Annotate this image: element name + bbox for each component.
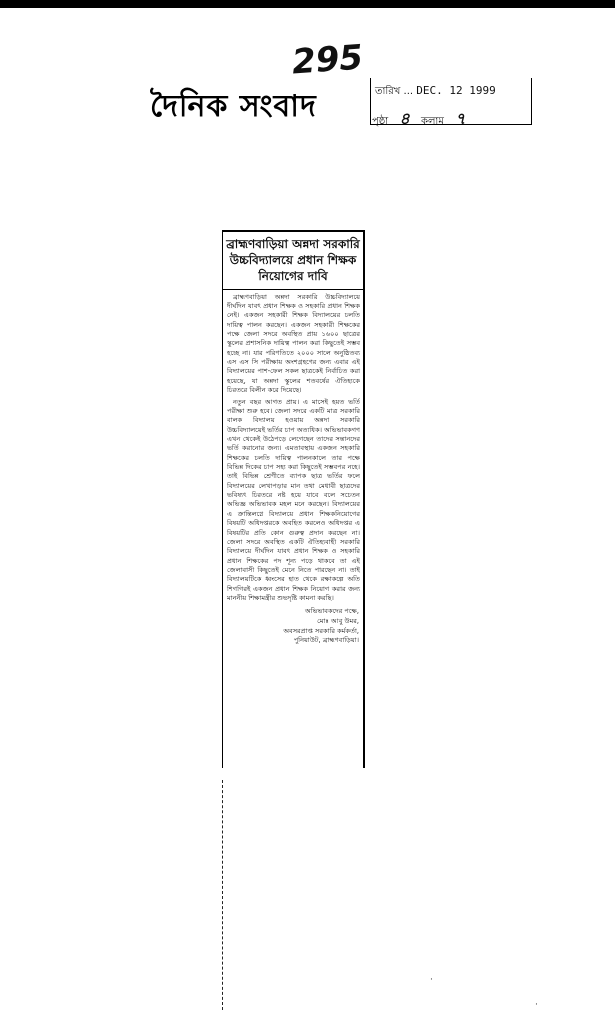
stamp-column-label: কলাম [420, 116, 444, 127]
article-signature [223, 605, 363, 645]
stamp-page-row [372, 106, 473, 133]
stamp-column-value: ৭ [455, 109, 466, 128]
signature-line: অবসরপ্রাপ্ত সরকারি কর্মকর্তা, [283, 626, 359, 635]
article-paragraph: নতুন বছর আগত প্রায়। এ মাসেই হয়ত ভর্তি পরীক্ষা শুরু হবে। জেলা সদরে একটি মাত্র সরকারি বালক বিদ্যালয় হওয়ায় অন্নদা সরকারি উচ্চবিদ্যালয়েই ভর্তির চাপ অত্যধিক। অভিভাবকগণ এখন থেকেই উঠেপড়ে লেগেছেন তাদের সন্তানদের ভর্তি করানোর জন্য। এমতাবস্থায় একজন সহকারি শিক্ষকের চলতি দায়িত্ব পালনকালে তার পক্ষে বিভিন্ন দিকের চাপ সহ্য করা কিছুতেই সম্ভবপর নহে। তাই বিভিন্ন শ্রেণীতে ব্যাপক ছাত্র ভর্তির ফলে বিদ্যালয়ের লেখাপড়ার মান তথা মেধাবী ছাত্রদের ভবিষ্যৎ চিরতরে নষ্ট হয়ে যাবে বলে সচেতন অভিজ্ঞ অভিভাবক মহল মনে করছেন। বিদ্যালয়ের এ ক্রান্তিলগ্নে বিদ্যালয়ে প্রধান শিক্ষকনিয়োগের বিষয়টি অধিদপ্তরকে অবহিত করলেও অধিদপ্তর এ বিষয়টির প্রতি কোন গুরুত্ব প্রদান করছেন না। জেলা সদরে অবস্থিত একটি ঐতিহ্যবাহী সরকারি বিদ্যালয়ে দীর্ঘদিন যাবৎ প্রধান শিক্ষক ও সহকারি প্রধান শিক্ষকের পদ শূন্য পড়ে থাকবে তা এই জেলাবাসী কিছুতেই মেনে নিতে পারছেন না। তাই বিদ্যালয়টিকে ধ্বংসের হাত থেকে রক্ষাকল্পে অতি শিগগিরই একজন প্রধান শিক্ষক নিয়োগ করার জন্য মাননীয় শিক্ষামন্ত্রীর শুভদৃষ্টি কামনা করছি। [227, 397, 360, 603]
signature-line: মোঃ আবু উমর, [317, 616, 359, 625]
scan-top-edge [0, 0, 615, 8]
stamp-date-label: তারিখ ... [375, 86, 414, 97]
signature-line: পুনিয়াউট, ব্রাহ্মণবাড়িয়া। [293, 636, 359, 645]
article-body [223, 290, 363, 604]
newspaper-masthead: দৈনিক সংবাদ [150, 89, 317, 124]
article-paragraph: ব্রাহ্মণবাড়িয়া অন্নদা সরকারি উচ্চবিদ্যালয়ে দীর্ঘদিন যাবৎ প্রধান শিক্ষক ও সহকারি প্রধান শিক্ষক নেই। একজন সহকারী শিক্ষক বিদ্যালয়ের চলতি দায়িত্ব পালন করছেন। একজন সহকারী শিক্ষকের পক্ষে জেলা সদরে অবস্থিত প্রায় ১৬০০ ছাত্রের স্কুলের প্রশাসনিক দায়িত্ব পালন করা কিছুতেই সম্ভব হচ্ছে না। যার পরিণতিতে ২০০০ সালে অনুষ্ঠিতব্য এস এস সি পরীক্ষায় অংশগ্রহণের জন্য এবার এই বিদ্যালয়ের পাশ-ফেল সকল ছাত্রকেই নির্বাচিত করা হয়েছে, যা অন্নদা স্কুলের শতবর্ষের ঐতিহ্যকে চিরতরে বিলীন করে দিয়েছে। [227, 292, 360, 395]
scan-crop-line [222, 780, 223, 1010]
stamp-page-value: ৪ [399, 109, 410, 128]
article-headline: ব্রাহ্মণবাড়িয়া অন্নদা সরকারি উচ্চবিদ্যালয়ে প্রধান শিক্ষক নিয়োগের দাবি [223, 232, 363, 290]
scan-speck: · [535, 1000, 538, 1010]
signature-line: অভিভাবকদের পক্ষে, [304, 607, 359, 616]
scan-speck: · [430, 975, 433, 985]
stamp-date-value: DEC. 12 1999 [416, 84, 496, 97]
news-article-clipping [222, 230, 365, 768]
stamp-page-label: পৃষ্ঠা [372, 116, 389, 127]
stamp-date-row [375, 84, 496, 101]
handwritten-file-number: 295 [290, 37, 365, 83]
